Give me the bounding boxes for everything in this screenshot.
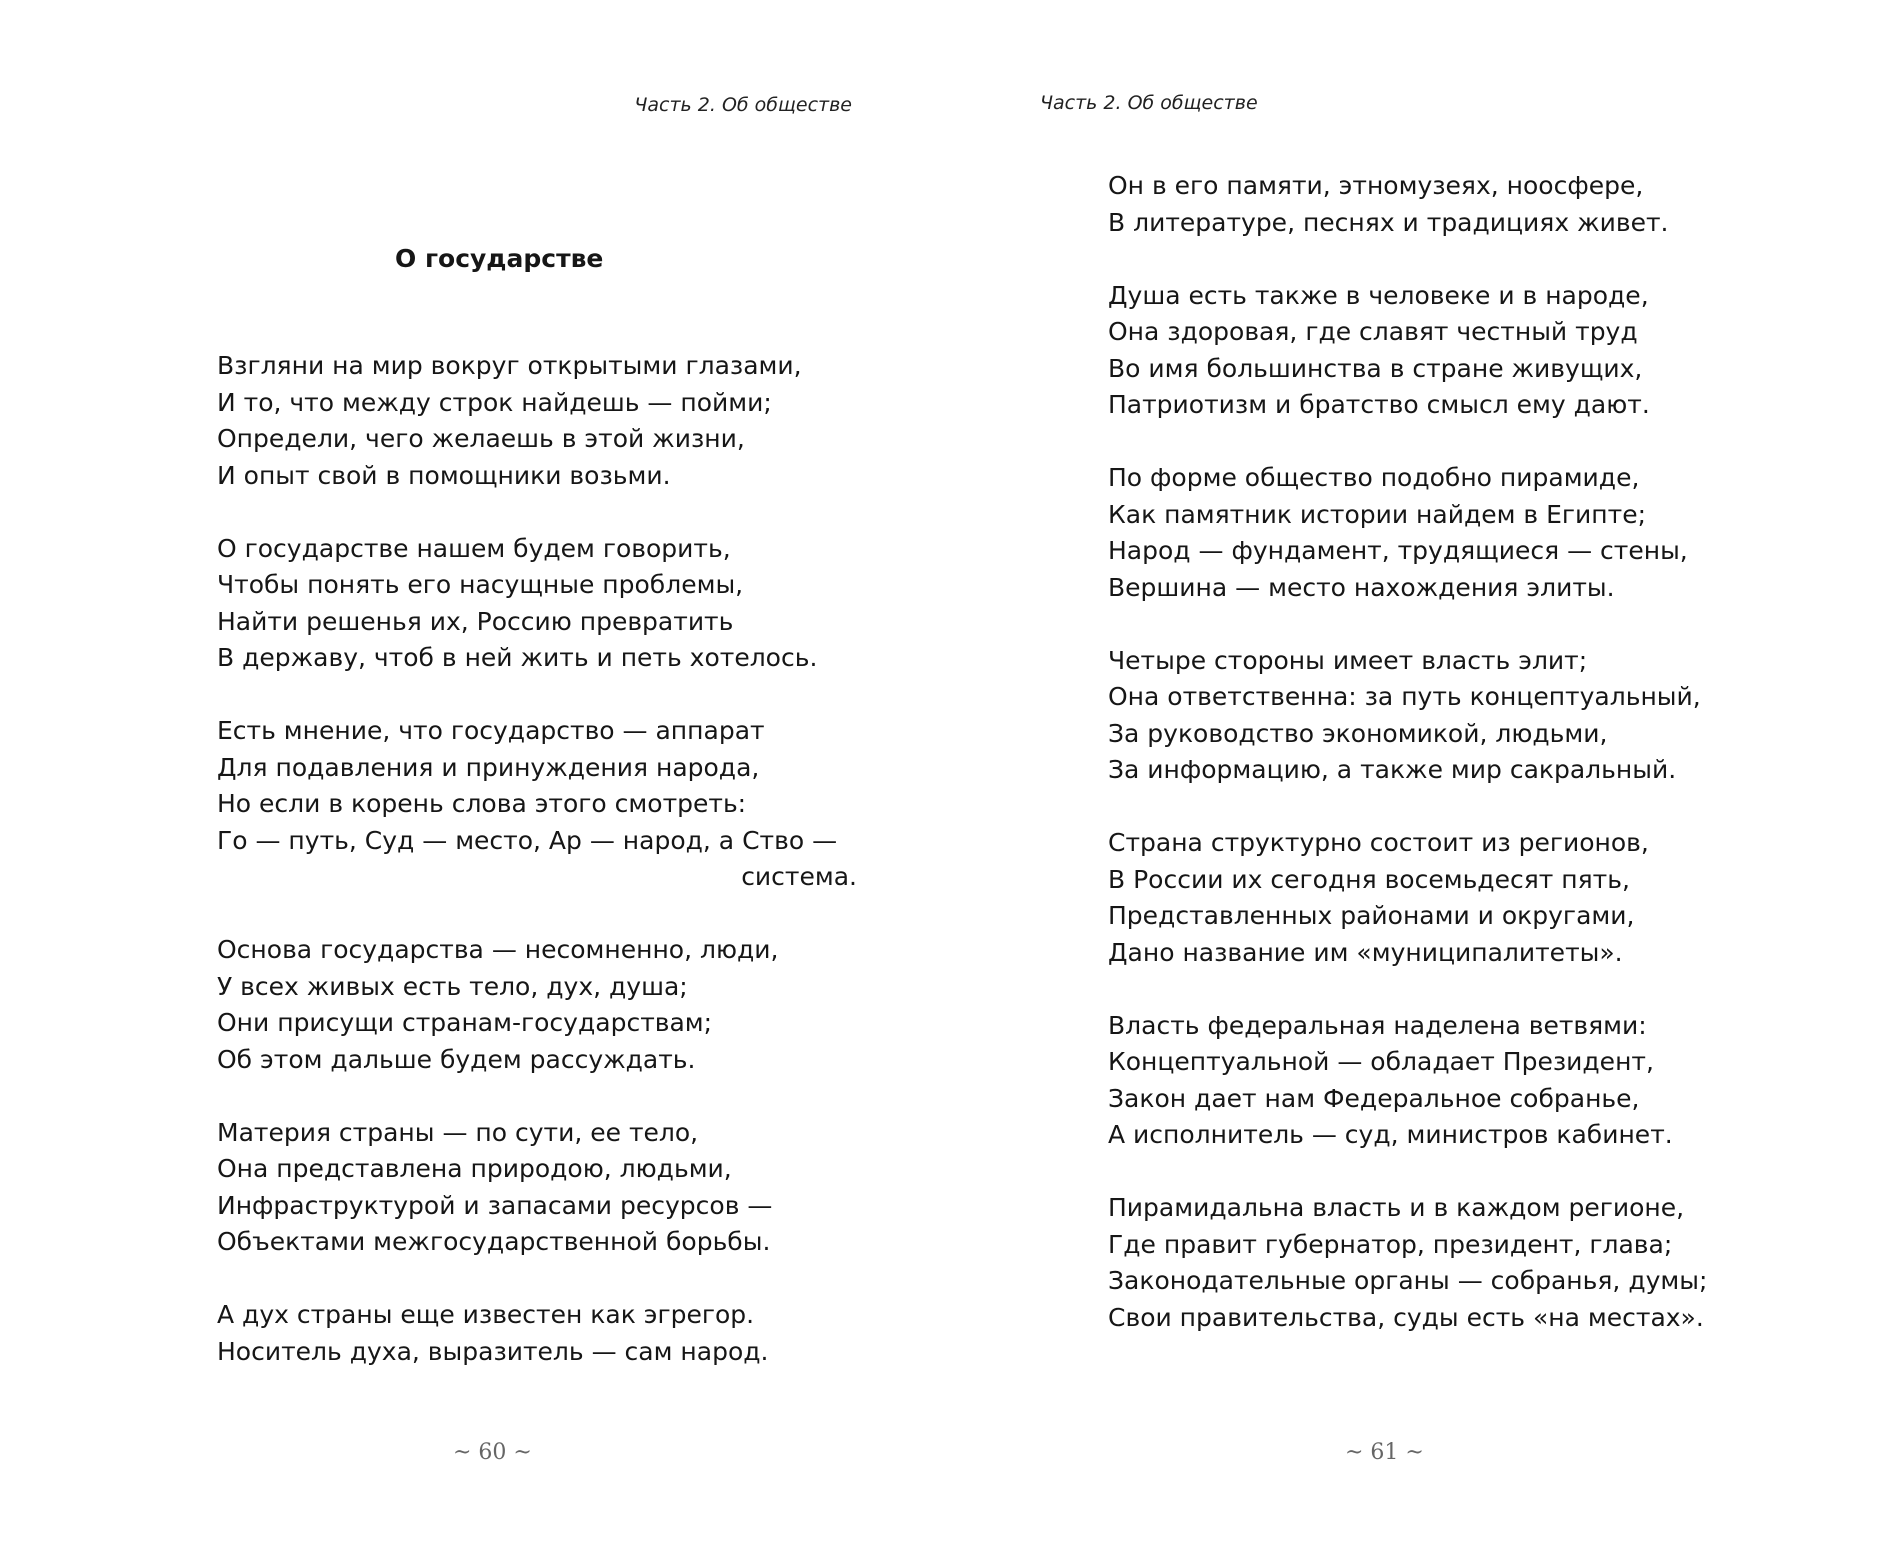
verse-line: Во имя большинства в стране живущих,: [1108, 353, 1643, 383]
verse-line: Инфраструктурой и запасами ресурсов —: [217, 1190, 773, 1220]
verse-line: Народ — фундамент, трудящиеся — стены,: [1108, 536, 1688, 565]
verse-line: Взгляни на мир вокруг открытыми глазами,: [217, 351, 802, 380]
verse-line: Основа государства — несомненно, люди,: [217, 935, 779, 964]
verse-line: И опыт свой в помощники возьми.: [217, 460, 671, 490]
verse-line: И то, что между строк найдешь — пойми;: [217, 387, 772, 417]
stanza: [1108, 1008, 1808, 1154]
verse-line: Она ответственна: за путь концептуальный,: [1108, 682, 1701, 711]
verse-line: Власть федеральная наделена ветвями:: [1108, 1010, 1647, 1040]
stanza: [1108, 278, 1808, 424]
verse-line: В России их сегодня восемьдесят пять,: [1108, 864, 1630, 894]
verse-line: Она представлена природою, людьми,: [217, 1154, 732, 1183]
verse-line: Пирамидальна власть и в каждом регионе,: [1108, 1193, 1685, 1222]
verse-line: Где правит губернатор, президент, глава;: [1108, 1229, 1673, 1259]
stanza: [1108, 168, 1808, 241]
verse-line: А исполнитель — суд, министров кабинет.: [1108, 1120, 1673, 1149]
verse-line: Но если в корень слова этого смотреть:: [217, 789, 747, 818]
verse-line: Есть мнение, что государство — аппарат: [217, 716, 765, 745]
right-page: [941, 0, 1882, 1568]
verse-line: Материя страны — по сути, ее тело,: [217, 1117, 699, 1147]
verse-line: По форме общество подобно пирамиде,: [1108, 463, 1640, 492]
page-number: ~ 60 ~: [453, 1440, 532, 1465]
verse-line: За руководство экономикой, людьми,: [1108, 718, 1608, 748]
running-header: Часть 2. Об обществе: [634, 94, 852, 116]
verse-line: О государстве нашем будем говорить,: [217, 533, 731, 563]
stanza: [1108, 825, 1808, 971]
verse-line: За информацию, а также мир сакральный.: [1108, 755, 1677, 784]
verse-line: Го — путь, Суд — место, Ар — народ, а Ство —: [217, 825, 838, 855]
stanza: [1108, 1190, 1808, 1336]
verse-line: У всех живых есть тело, дух, душа;: [217, 971, 688, 1001]
verse-line: В литературе, песнях и традициях живет.: [1108, 207, 1669, 237]
verse-line: Страна структурно состоит из регионов,: [1108, 828, 1649, 857]
verse-line: Она здоровая, где славят честный труд: [1108, 317, 1638, 346]
verse-line: Они присущи странам-государствам;: [217, 1008, 713, 1037]
verse-line: Представленных районами и округами,: [1108, 901, 1635, 930]
verse-line-continuation: система.: [741, 862, 857, 891]
verse-line: Как памятник истории найдем в Египте;: [1108, 499, 1647, 529]
verse-line: Вершина — место нахождения элиты.: [1108, 572, 1615, 602]
verse-line: Найти решенья их, Россию превратить: [217, 606, 734, 636]
verse-line: Свои правительства, суды есть «на местах».: [1108, 1302, 1704, 1332]
verse-line: Душа есть также в человеке и в народе,: [1108, 280, 1649, 310]
running-header: Часть 2. Об обществе: [1040, 92, 1258, 114]
verse-line: Закон дает нам Федеральное собранье,: [1108, 1083, 1640, 1113]
stanza: [217, 531, 857, 677]
verse-line: Носитель духа, выразитель — сам народ.: [217, 1336, 769, 1366]
stanza: [217, 713, 857, 896]
verse-line: Для подавления и принуждения народа,: [217, 752, 760, 782]
verse-line: Чтобы понять его насущные проблемы,: [217, 570, 744, 599]
stanza: [217, 1297, 857, 1370]
verse-line: Об этом дальше будем рассуждать.: [217, 1044, 696, 1074]
page-number: ~ 61 ~: [1345, 1440, 1424, 1465]
stanza: [217, 348, 857, 494]
verse-line: Патриотизм и братство смысл ему дают.: [1108, 390, 1650, 419]
verse-line: Он в его памяти, этномузеях, ноосфере,: [1108, 171, 1644, 200]
stanza: [217, 1115, 857, 1261]
poem-body: [217, 348, 857, 1407]
verse-line: Определи, чего желаешь в этой жизни,: [217, 424, 745, 453]
verse-line: Объектами межгосударственной борьбы.: [217, 1227, 771, 1256]
verse-line: Законодательные органы — собранья, думы;: [1108, 1266, 1708, 1295]
verse-line: Дано название им «муниципалитеты».: [1108, 937, 1623, 967]
poem-title: О государстве: [395, 244, 604, 273]
verse-line: Четыре стороны имеет власть элит;: [1108, 645, 1588, 675]
verse-line: А дух страны еще известен как эгрегор.: [217, 1300, 755, 1329]
stanza: [1108, 643, 1808, 789]
verse-line: Концептуальной — обладает Президент,: [1108, 1047, 1654, 1076]
stanza: [217, 932, 857, 1078]
stanza: [1108, 460, 1808, 606]
verse-line: В державу, чтоб в ней жить и петь хотелось.: [217, 643, 818, 672]
poem-body: [1108, 168, 1808, 1373]
